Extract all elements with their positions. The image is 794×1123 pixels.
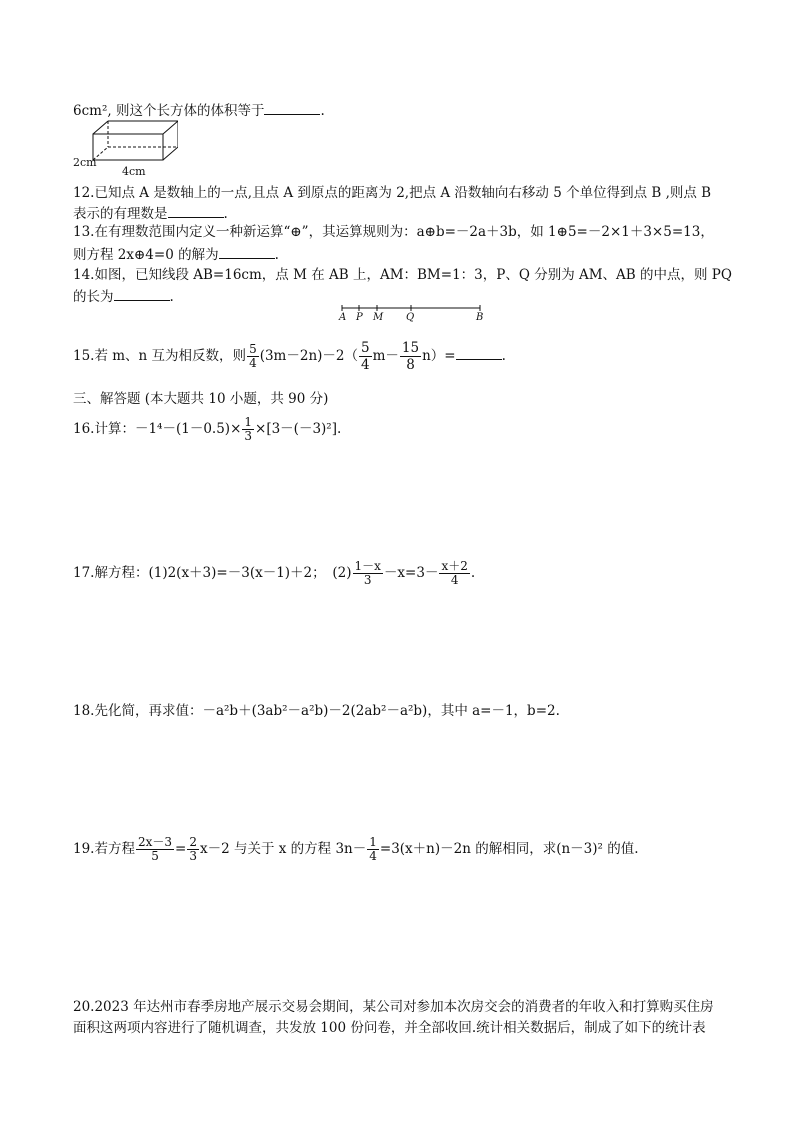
fraction: $\frac{1-x}{3}$: [354, 559, 381, 587]
answer-blank: [219, 244, 275, 259]
q18-line: 18.先化简，再求值：－a²b＋(3ab²－a²b)－2(2ab²－a²b)，其中 a=－1，b=2.: [73, 703, 560, 719]
answer-blank: [114, 286, 170, 301]
fraction: $\frac{x+2}{4}$: [441, 559, 468, 587]
q13-line2: 则方程 2x⊕4=0 的解为 .: [73, 244, 279, 264]
fraction: $\frac{5}{4}$: [361, 340, 370, 373]
answer-blank: [264, 100, 320, 115]
answer-blank: [456, 345, 502, 360]
answer-blank: [168, 203, 224, 218]
point-label-p: P: [356, 312, 363, 323]
q13-line1: 13.在有理数范围内定义一种新运算“⊕”，其运算规则为：a⊕b=－2a＋3b，如 1⊕5=－2×1＋3×5=13，: [73, 224, 714, 240]
q12-line1: 12.已知点 A 是数轴上的一点,且点 A 到原点的距离为 2,把点 A 沿数轴向右移动 5 个单位得到点 B ,则点 B: [73, 185, 712, 201]
q16-line: 16.计算：－1⁴－(1－0.5)× $\frac{1}{3}$ ×[3－(－3)²].: [73, 415, 342, 443]
fraction: $\frac{2x-3}{5}$: [137, 835, 173, 863]
q14-line2: 的长为 .: [73, 286, 174, 306]
point-label-a: A: [339, 312, 347, 323]
fraction: $\frac{15}{8}$: [401, 340, 420, 373]
q12-line2: 表示的有理数是 .: [73, 203, 228, 223]
q11-line: 6cm², 则这个长方体的体积等于 .: [73, 100, 325, 120]
fraction: $\frac{2}{3}$: [189, 835, 197, 863]
point-label-b: B: [476, 312, 484, 323]
point-label-m: M: [373, 312, 384, 323]
q17-line: 17.解方程：(1)2(x＋3)=－3(x－1)＋2； (2) $\frac{1-x}{3}$ －x=3－ $\frac{x+2}{4}$ .: [73, 559, 476, 587]
fraction: $\frac{5}{4}$: [249, 342, 257, 370]
q15-line: 15.若 m、n 互为相反数，则 $\frac{5}{4}$ (3m－2n)－2（ $\frac{5}{4}$ m－ $\frac{15}{8}$ n）= .: [73, 340, 506, 373]
q20-line1: 20.2023 年达州市春季房地产展示交易会期间，某公司对参加本次房交会的消费者的年收入和打算购买住房: [73, 999, 714, 1015]
point-label-q: Q: [406, 312, 415, 323]
fraction: $\frac{1}{4}$: [369, 835, 377, 863]
q19-line: 19.若方程 $\frac{2x-3}{5}$ = $\frac{2}{3}$ x－2 与关于 x 的方程 3n－ $\frac{1}{4}$ =3(x＋n)－2n 的解相同，求(n－3)² 的值.: [73, 835, 639, 863]
q14-line1: 14.如图，已知线段 AB=16cm，点 M 在 AB 上，AM：BM=1：3，P、Q 分别为 AM、AB 的中点，则 PQ: [73, 267, 732, 283]
fraction: $\frac{1}{3}$: [244, 415, 253, 443]
section-heading: 三、解答题 (本大题共 10 小题，共 90 分): [73, 391, 329, 407]
q20-line2: 面积这两项内容进行了随机调查，共发放 100 份问卷，并全部收回.统计相关数据后，制成了如下的统计表: [73, 1020, 706, 1036]
cuboid-length-label: 4cm: [122, 165, 146, 178]
cuboid-height-label: 2cm: [73, 156, 97, 169]
